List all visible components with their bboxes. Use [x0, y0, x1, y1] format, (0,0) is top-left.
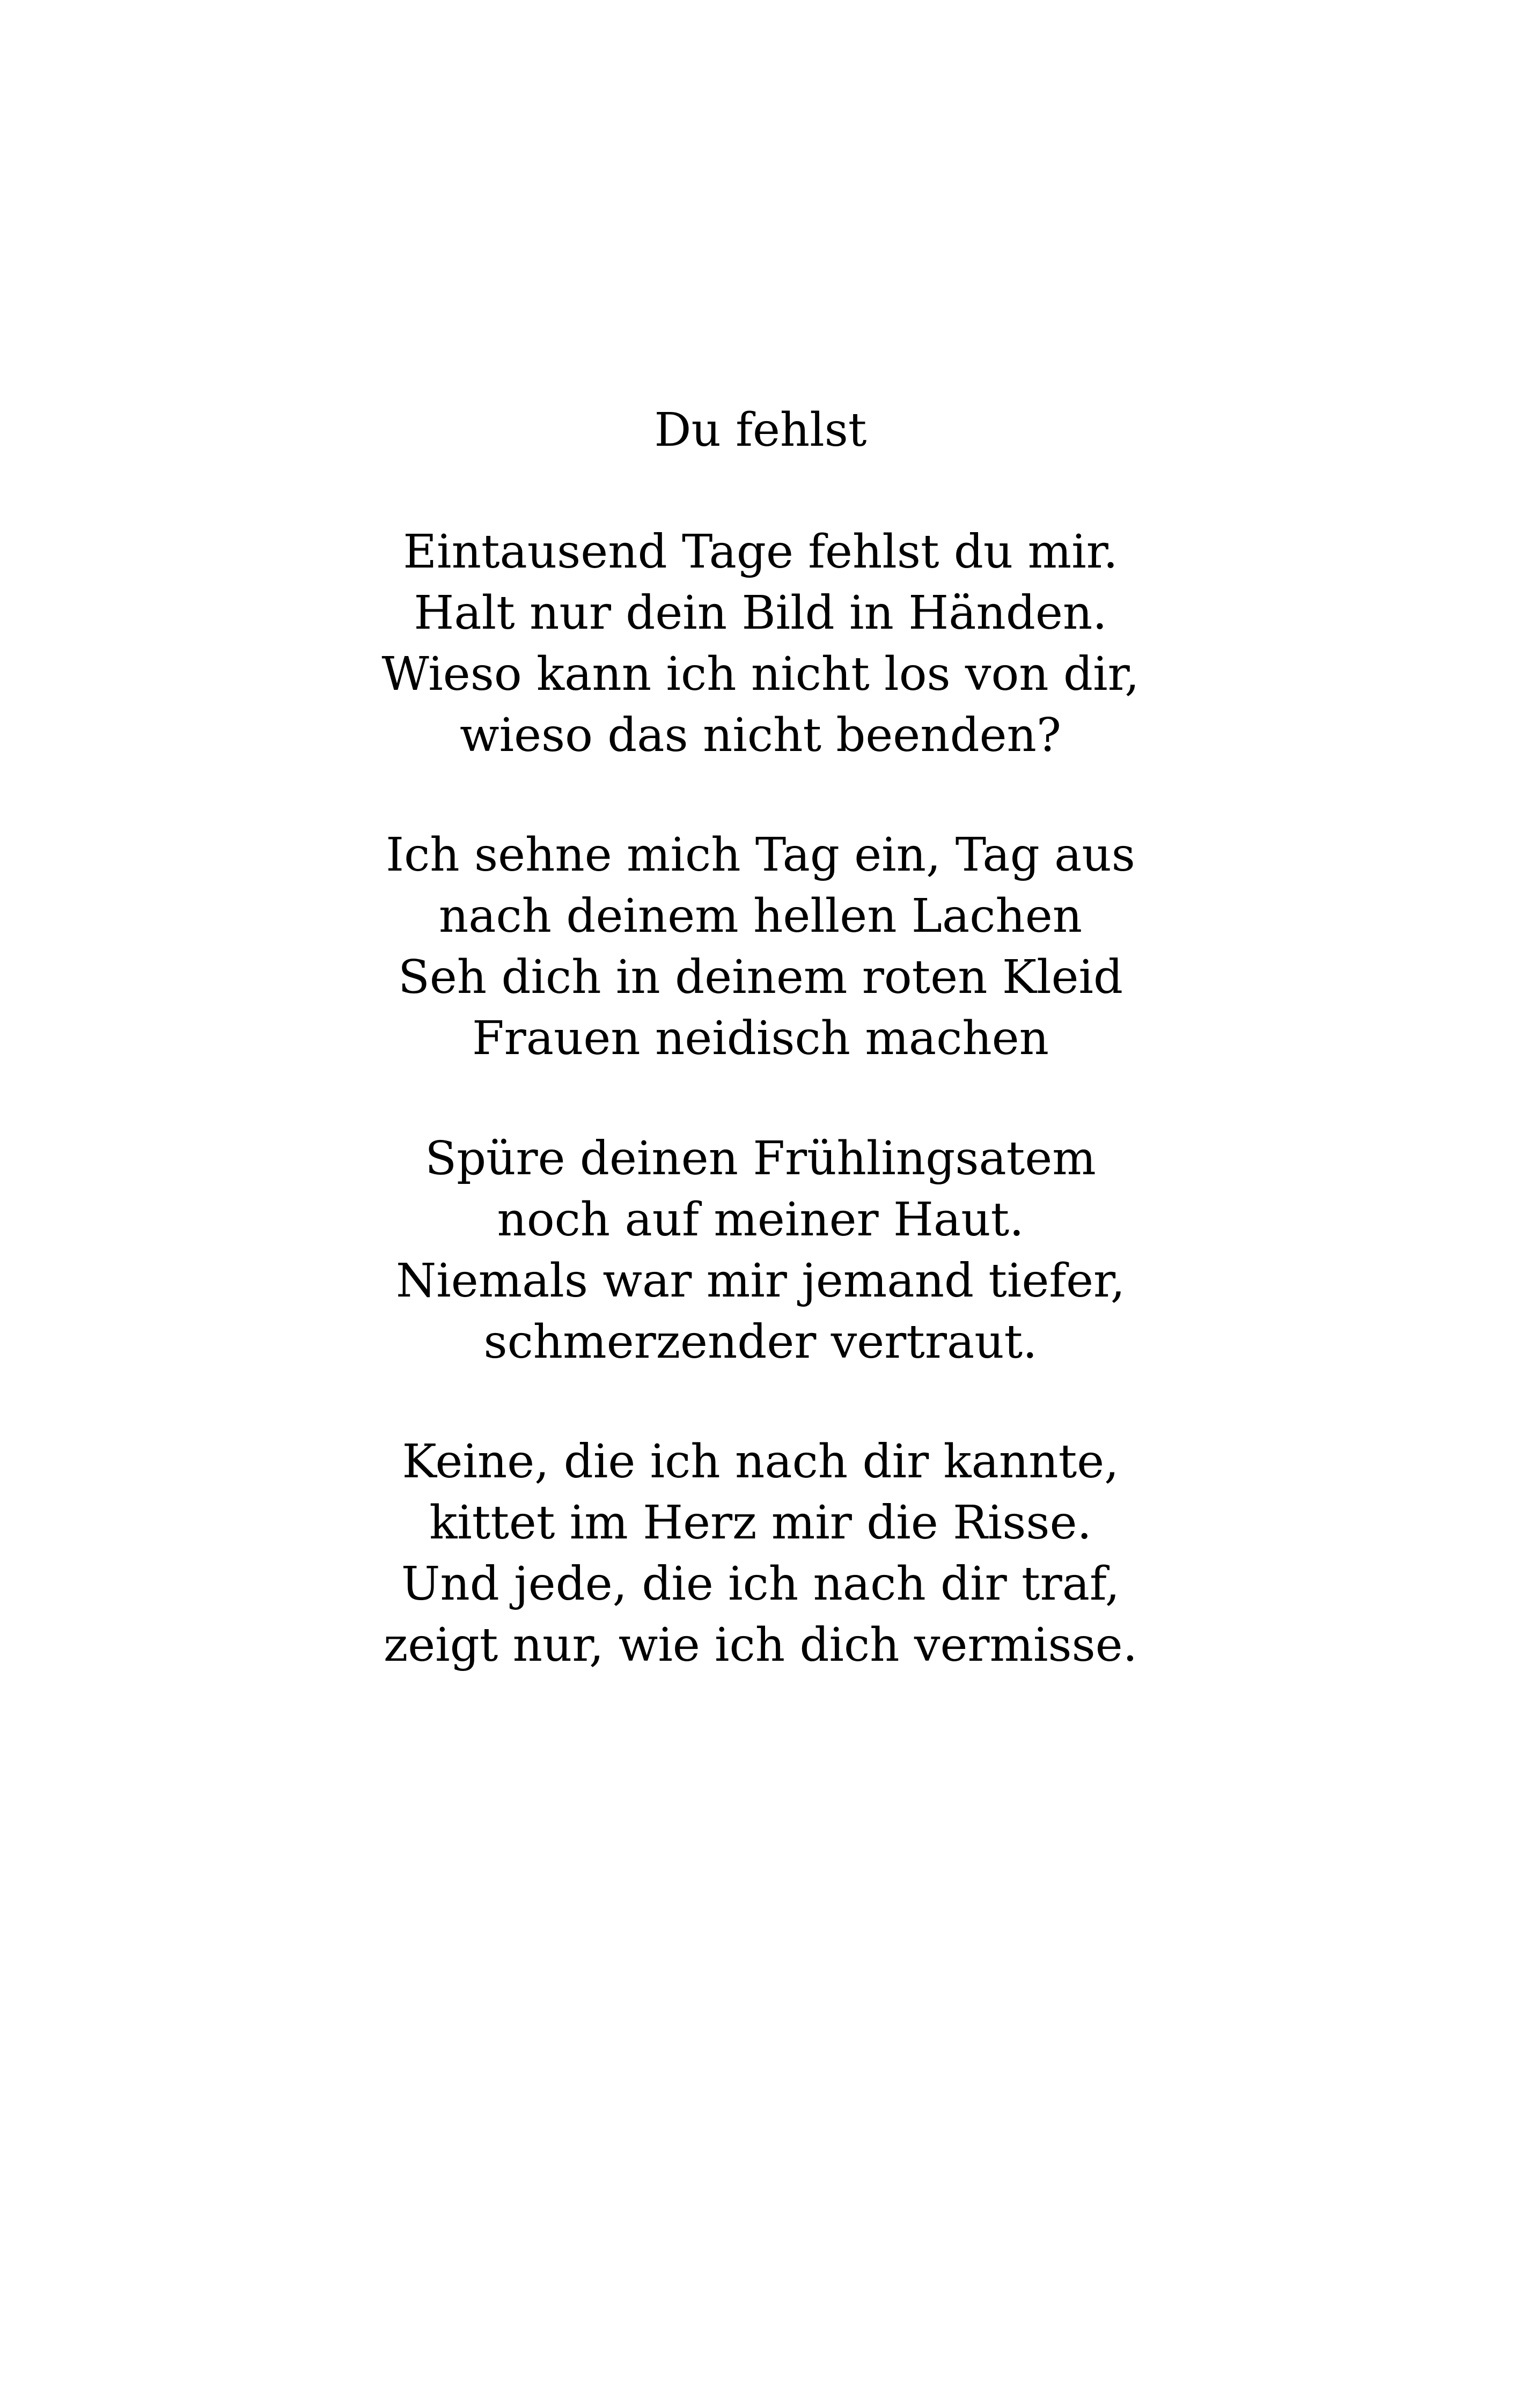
poem-line: Seh dich in deinem roten Kleid: [398, 951, 1123, 1004]
poem-line: noch auf meiner Haut.: [497, 1193, 1024, 1247]
poem-line: Niemals war mir jemand tiefer,: [395, 1254, 1126, 1308]
poem-line: wieso das nicht beenden?: [459, 709, 1062, 762]
stanza-3: [0, 1128, 1521, 1373]
poem-line: kittet im Herz mir die Risse.: [429, 1496, 1092, 1550]
poem-line: Und jede, die ich nach dir traf,: [401, 1557, 1120, 1611]
poem-line: Keine, die ich nach dir kannte,: [402, 1435, 1119, 1489]
poem-line: schmerzender vertraut.: [483, 1315, 1038, 1369]
poem-line: Halt nur dein Bild in Händen.: [414, 586, 1107, 640]
poem-line: nach deinem hellen Lachen: [438, 889, 1083, 943]
poem-line: Frauen neidisch machen: [472, 1012, 1049, 1065]
poem-line: zeigt nur, wie ich dich vermisse.: [383, 1618, 1138, 1672]
poem-line: Eintausend Tage fehlst du mir.: [403, 525, 1118, 579]
stanza-2: [0, 824, 1521, 1069]
stanza-1: [0, 521, 1521, 766]
stanza-4: [0, 1431, 1521, 1676]
poem-line: Ich sehne mich Tag ein, Tag aus: [386, 828, 1135, 882]
poem-line: Wieso kann ich nicht los von dir,: [381, 647, 1140, 701]
poem-line: Spüre deinen Frühlingsatem: [425, 1132, 1096, 1185]
poem-title: Du fehlst: [654, 403, 867, 457]
